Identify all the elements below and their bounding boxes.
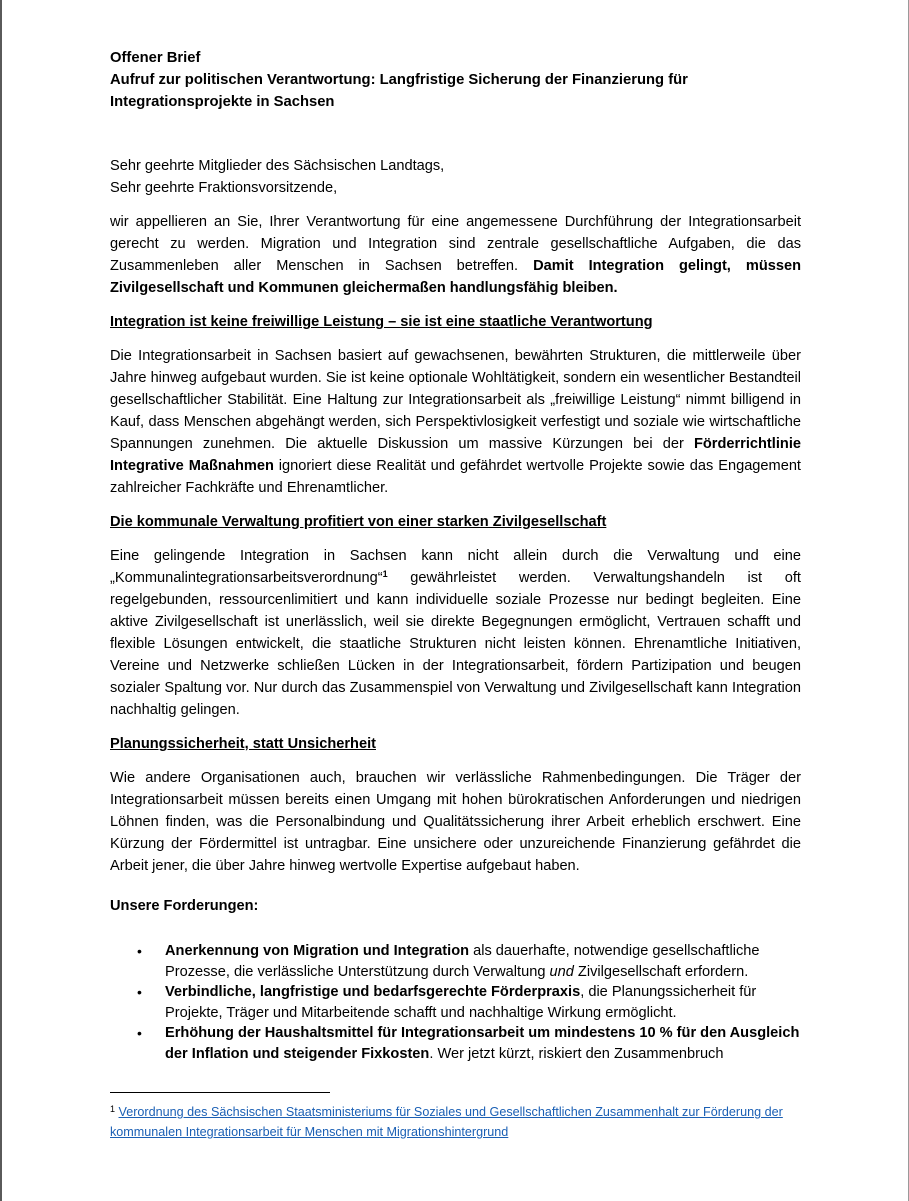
demand-item-2	[110, 982, 801, 1023]
demand-1-emphasis: Anerkennung von Migration und Integration	[165, 943, 470, 959]
letter-page	[110, 47, 801, 1064]
section-3-paragraph: Wie andere Organisationen auch, brauchen wir verlässliche Rahmenbedingungen. Die Träger der Integrationsarbeit müssen bereits einen Umgang mit hohen bürokratischen Anforderungen und niedrigen Löhnen finden, was die Personalbindung und Qualitätssicherung ihrer Arbeit erheblich erschwert. Eine Kürzung der Fördermittel ist untragbar. Eine unsichere oder unzureichende Finanzierung gefährdet die Arbeit jener, die über Jahre hinweg wertvolle Expertise aufgebaut haben.	[110, 770, 801, 874]
salutation-line-1: Sehr geehrte Mitglieder des Sächsischen Landtags,	[110, 158, 445, 174]
demand-item-3	[110, 1023, 801, 1064]
intro-text: wir appellieren an Sie, Ihrer Verantwortung für eine angemessene Durchführung der Integrationsarbeit gerecht zu werden. Migration und Integration sind zentrale gesellschaftliche Aufgaben, die das Zusammenleben aller Menschen in Sachsen betreffen.	[110, 214, 801, 274]
section-1-heading: Integration ist keine freiwillige Leistung – sie ist eine staatliche Verantwortung	[110, 314, 653, 330]
salutation-line-2: Sehr geehrte Fraktionsvorsitzende,	[110, 180, 338, 196]
page-left-edge	[0, 0, 2, 1201]
demand-3-emphasis: Erhöhung der Haushaltsmittel für Integrationsarbeit um mindestens 10 % für den Ausgleich der Inflation und steigender Fixkosten	[165, 1025, 800, 1062]
footnote-number: 1	[110, 1104, 116, 1114]
demand-item-1	[110, 941, 801, 982]
bullet-icon: •	[137, 984, 142, 1000]
footnote-reference: 1	[382, 569, 388, 579]
demand-3-text: . Wer jetzt kürzt, riskiert den Zusammenbruch	[429, 1045, 724, 1062]
section-3-heading: Planungssicherheit, statt Unsicherheit	[110, 736, 376, 752]
intro-emphasis: Damit Integration gelingt, müssen Zivilgesellschaft und Kommunen gleichermaßen handlungsfähig bleiben.	[110, 258, 801, 296]
letter-title-line-2: Integrationsprojekte in Sachsen	[110, 94, 335, 110]
section-1-text-a: Die Integrationsarbeit in Sachsen basiert auf gewachsenen, bewährten Strukturen, die mittlerweile über Jahre hinweg aufgebaut wurden. Sie ist keine optionale Wohltätigkeit, sondern ein wesentlicher Bestandteil gesellschaftlicher Stabilität. Eine Haltung zur Integrationsarbeit als „freiwillige Leistung“ nimmt billigend in Kauf, dass Menschen abgehängt werden, sich Perspektivlosigkeit verfestigt und soziale wie wirtschaftliche Spannungen zunehmen. Die aktuelle Diskussion um massive Kürzungen bei der	[110, 348, 801, 452]
demands-heading: Unsere Forderungen:	[110, 898, 259, 914]
bullet-icon: •	[137, 1025, 142, 1041]
section-2-paragraph	[110, 545, 801, 721]
footnote	[110, 1102, 810, 1142]
intro-paragraph	[110, 211, 801, 299]
section-2-text-b: gewährleistet werden. Verwaltungshandeln ist oft regelgebunden, ressourcenlimitiert und kann individuelle soziale Prozesse nur bedingt begleiten. Eine aktive Zivilgesellschaft ist unerlässlich, weil sie direkte Begegnungen ermöglicht, Vertrauen schafft und flexible Lösungen entwickelt, die staatliche Strukturen nicht leisten können. Ehrenamtliche Initiativen, Vereine und Netzwerke schließen Lücken in der Integrationsarbeit, fördern Partizipation und beugen sozialer Spaltung vor. Nur durch das Zusammenspiel von Verwaltung und Zivilgesellschaft kann Integration nachhaltig gelingen.	[110, 570, 801, 718]
section-1-paragraph	[110, 345, 801, 499]
letter-header	[110, 47, 801, 113]
demand-1-text-a: als dauerhafte, notwendige gesellschaftliche Prozesse, die verlässliche Unterstützung durch Verwaltung	[165, 943, 760, 980]
letter-type-label: Offener Brief	[110, 50, 201, 66]
letter-title-line-1: Aufruf zur politischen Verantwortung: Langfristige Sicherung der Finanzierung für	[110, 72, 688, 88]
section-1-emphasis: Förderrichtlinie Integrative Maßnahmen	[110, 436, 801, 474]
salutation	[110, 155, 801, 199]
footnote-link[interactable]: Verordnung des Sächsischen Staatsministeriums für Soziales und Gesellschaftlichen Zusammenhalt zur Förderung der kommunalen Integrationsarbeit für Menschen mit Migrationshintergrund	[110, 1105, 783, 1139]
demand-2-text: , die Planungssicherheit für Projekte, Träger und Mitarbeitende schafft und nachhaltige Wirkung ermöglicht.	[165, 984, 757, 1021]
demand-2-emphasis: Verbindliche, langfristige und bedarfsgerechte Förderpraxis	[165, 984, 581, 1000]
demand-1-text-b: Zivilgesellschaft erfordern.	[573, 963, 749, 980]
section-2-heading: Die kommunale Verwaltung profitiert von einer starken Zivilgesellschaft	[110, 514, 607, 530]
section-1-text-b: ignoriert diese Realität und gefährdet wertvolle Projekte sowie das Engagement zahlreicher Fachkräfte und Ehrenamtlicher.	[110, 458, 801, 496]
section-2-text-a: Eine gelingende Integration in Sachsen kann nicht allein durch die Verwaltung und eine „Kommunalintegrationsarbeitsverordnung“	[110, 548, 801, 586]
footnote-separator	[110, 1092, 330, 1093]
demands-list	[110, 941, 801, 1064]
demand-1-italic: und	[549, 963, 574, 980]
bullet-icon: •	[137, 943, 142, 959]
